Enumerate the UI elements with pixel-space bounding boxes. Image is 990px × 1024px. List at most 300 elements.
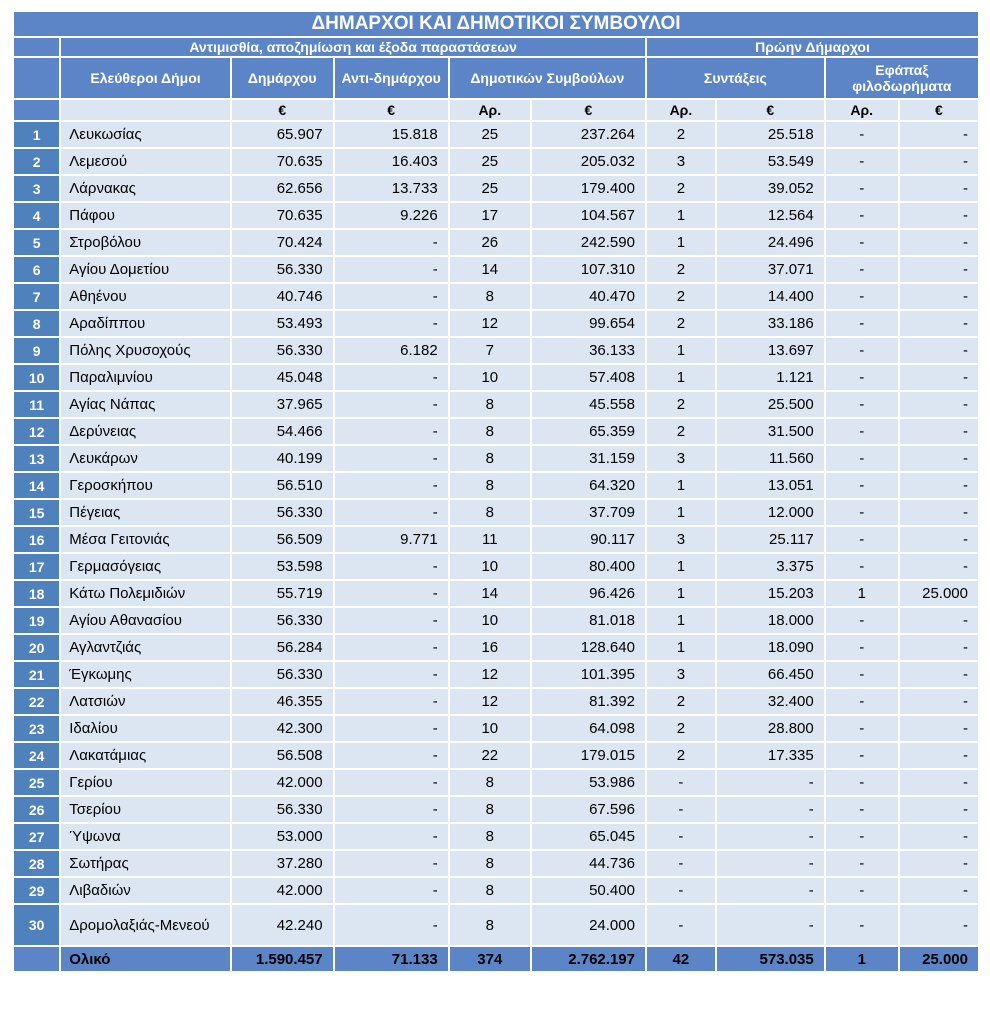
municipality-name: Έγκωμης (61, 662, 230, 687)
mayor-cell: 62.656 (232, 176, 333, 201)
pension-euro-cell: 12.000 (717, 500, 824, 525)
pension-euro-cell: 3.375 (717, 554, 824, 579)
deputy-mayor-cell: 16.403 (335, 149, 448, 174)
lump-euro-cell: - (900, 311, 978, 336)
mayor-cell: 42.300 (232, 716, 333, 741)
deputy-mayor-cell: - (335, 446, 448, 471)
pension-euro-cell: 15.203 (717, 581, 824, 606)
municipality-name: Λακατάμιας (61, 743, 230, 768)
lump-count-cell: - (826, 824, 898, 849)
row-number: 24 (14, 743, 59, 768)
row-number: 22 (14, 689, 59, 714)
row-number: 5 (14, 230, 59, 255)
unit-cell: € (232, 100, 333, 120)
total-pension-euro: 573.035 (717, 947, 824, 971)
municipality-name: Πέγειας (61, 500, 230, 525)
deputy-mayor-cell: - (335, 284, 448, 309)
deputy-mayor-cell: - (335, 662, 448, 687)
lump-euro-cell: - (900, 203, 978, 228)
mayor-cell: 55.719 (232, 581, 333, 606)
unit-cell: € (717, 100, 824, 120)
total-deputy: 71.133 (335, 947, 448, 971)
lump-count-cell: - (826, 284, 898, 309)
deputy-mayor-cell: - (335, 257, 448, 282)
pension-count-cell: - (647, 824, 715, 849)
council-euro-cell: 81.018 (532, 608, 645, 633)
pension-count-cell: 1 (647, 473, 715, 498)
municipality-name: Λευκάρων (61, 446, 230, 471)
council-euro-cell: 53.986 (532, 770, 645, 795)
pension-count-cell: 1 (647, 554, 715, 579)
mayor-cell: 46.355 (232, 689, 333, 714)
lump-euro-cell: - (900, 797, 978, 822)
municipality-name: Τσερίου (61, 797, 230, 822)
council-count-cell: 17 (450, 203, 530, 228)
municipality-name: Γεροσκήπου (61, 473, 230, 498)
mayor-cell: 56.509 (232, 527, 333, 552)
lump-euro-cell: - (900, 770, 978, 795)
total-mayor: 1.590.457 (232, 947, 333, 971)
mayor-cell: 45.048 (232, 365, 333, 390)
council-euro-cell: 104.567 (532, 203, 645, 228)
deputy-mayor-cell: - (335, 392, 448, 417)
row-number: 12 (14, 419, 59, 444)
lump-count-cell: - (826, 338, 898, 363)
table-row (14, 797, 978, 822)
council-count-cell: 8 (450, 284, 530, 309)
mayor-cell: 53.000 (232, 824, 333, 849)
deputy-mayor-cell: - (335, 419, 448, 444)
deputy-mayor-cell: 6.182 (335, 338, 448, 363)
pension-euro-cell: - (717, 878, 824, 903)
municipality-name: Λατσιών (61, 689, 230, 714)
council-euro-cell: 65.045 (532, 824, 645, 849)
lump-euro-cell: - (900, 716, 978, 741)
row-number: 8 (14, 311, 59, 336)
council-euro-cell: 45.558 (532, 392, 645, 417)
council-count-cell: 25 (450, 122, 530, 147)
row-number: 18 (14, 581, 59, 606)
table-row (14, 824, 978, 849)
mayor-cell: 56.510 (232, 473, 333, 498)
lump-count-cell: - (826, 230, 898, 255)
total-pension-count: 42 (647, 947, 715, 971)
pension-count-cell: 2 (647, 743, 715, 768)
council-euro-cell: 31.159 (532, 446, 645, 471)
pension-euro-cell: 53.549 (717, 149, 824, 174)
table-row (14, 311, 978, 336)
total-label: Ολικό (61, 947, 230, 971)
council-euro-cell: 179.015 (532, 743, 645, 768)
council-euro-cell: 67.596 (532, 797, 645, 822)
council-euro-cell: 24.000 (532, 905, 645, 945)
table-row (14, 338, 978, 363)
pension-count-cell: 2 (647, 257, 715, 282)
council-euro-cell: 237.264 (532, 122, 645, 147)
deputy-mayor-cell: - (335, 473, 448, 498)
pension-count-cell: 2 (647, 311, 715, 336)
row-number: 17 (14, 554, 59, 579)
pension-count-cell: 2 (647, 392, 715, 417)
table-row (14, 284, 978, 309)
deputy-mayor-cell: - (335, 608, 448, 633)
table-row (14, 203, 978, 228)
pension-euro-cell: - (717, 824, 824, 849)
mayor-cell: 37.965 (232, 392, 333, 417)
row-number: 4 (14, 203, 59, 228)
total-row (14, 947, 978, 971)
council-count-cell: 26 (450, 230, 530, 255)
pension-euro-cell: 18.090 (717, 635, 824, 660)
municipality-name: Λευκωσίας (61, 122, 230, 147)
table-body (14, 122, 978, 945)
row-number: 11 (14, 392, 59, 417)
pension-euro-cell: 1.121 (717, 365, 824, 390)
lump-euro-cell: - (900, 743, 978, 768)
pension-count-cell: 3 (647, 527, 715, 552)
council-euro-cell: 37.709 (532, 500, 645, 525)
council-count-cell: 11 (450, 527, 530, 552)
lump-euro-cell: - (900, 419, 978, 444)
pension-count-cell: - (647, 878, 715, 903)
council-euro-cell: 64.098 (532, 716, 645, 741)
pension-euro-cell: 13.051 (717, 473, 824, 498)
col-header-deputy-mayor: Αντι-δημάρχου (335, 58, 448, 98)
row-number: 30 (14, 905, 59, 945)
council-euro-cell: 96.426 (532, 581, 645, 606)
header-blank (14, 100, 59, 120)
council-euro-cell: 57.408 (532, 365, 645, 390)
pension-euro-cell: - (717, 770, 824, 795)
unit-cell: € (900, 100, 978, 120)
lump-count-cell: 1 (826, 581, 898, 606)
pension-count-cell: 1 (647, 230, 715, 255)
lump-count-cell: - (826, 851, 898, 876)
council-euro-cell: 90.117 (532, 527, 645, 552)
lump-count-cell: - (826, 311, 898, 336)
lump-count-cell: - (826, 365, 898, 390)
table-row (14, 230, 978, 255)
municipality-name: Αγλαντζιάς (61, 635, 230, 660)
lump-euro-cell: - (900, 392, 978, 417)
lump-count-cell: - (826, 176, 898, 201)
deputy-mayor-cell: - (335, 797, 448, 822)
col-header-lump-sum: Εφάπαξ φιλοδωρήματα (826, 58, 978, 98)
pension-euro-cell: 28.800 (717, 716, 824, 741)
council-count-cell: 16 (450, 635, 530, 660)
municipality-name: Γερμασόγειας (61, 554, 230, 579)
council-count-cell: 8 (450, 851, 530, 876)
pension-euro-cell: 18.000 (717, 608, 824, 633)
municipality-name: Λεμεσού (61, 149, 230, 174)
lump-euro-cell: - (900, 608, 978, 633)
row-number: 14 (14, 473, 59, 498)
mayor-cell: 54.466 (232, 419, 333, 444)
pension-euro-cell: 66.450 (717, 662, 824, 687)
pension-count-cell: 1 (647, 635, 715, 660)
table-row (14, 257, 978, 282)
lump-count-cell: - (826, 689, 898, 714)
deputy-mayor-cell: - (335, 311, 448, 336)
row-number: 21 (14, 662, 59, 687)
pension-euro-cell: - (717, 797, 824, 822)
council-euro-cell: 179.400 (532, 176, 645, 201)
council-euro-cell: 44.736 (532, 851, 645, 876)
municipality-name: Στροβόλου (61, 230, 230, 255)
row-number: 20 (14, 635, 59, 660)
pension-count-cell: 1 (647, 608, 715, 633)
mayor-cell: 56.284 (232, 635, 333, 660)
row-number: 15 (14, 500, 59, 525)
row-number: 6 (14, 257, 59, 282)
row-number: 28 (14, 851, 59, 876)
lump-count-cell: - (826, 608, 898, 633)
municipality-name: Αθηένου (61, 284, 230, 309)
deputy-mayor-cell: - (335, 581, 448, 606)
pension-count-cell: 2 (647, 419, 715, 444)
deputy-mayor-cell: - (335, 365, 448, 390)
pension-euro-cell: 31.500 (717, 419, 824, 444)
group-header-former-mayors: Πρώην Δήμαρχοι (647, 38, 978, 56)
data-table (12, 10, 980, 973)
municipality-name: Δρομολαξιάς-Μενεού (61, 905, 230, 945)
table-title: ΔΗΜΑΡΧΟΙ ΚΑΙ ΔΗΜΟΤΙΚΟΙ ΣΥΜΒΟΥΛΟΙ (14, 12, 978, 36)
council-euro-cell: 80.400 (532, 554, 645, 579)
deputy-mayor-cell: - (335, 851, 448, 876)
lump-count-cell: - (826, 527, 898, 552)
table-row (14, 662, 978, 687)
lump-euro-cell: - (900, 878, 978, 903)
municipality-name: Δερύνειας (61, 419, 230, 444)
lump-count-cell: - (826, 392, 898, 417)
row-number: 3 (14, 176, 59, 201)
total-lump-euro: 25.000 (900, 947, 978, 971)
pension-euro-cell: 14.400 (717, 284, 824, 309)
pension-euro-cell: 33.186 (717, 311, 824, 336)
council-euro-cell: 40.470 (532, 284, 645, 309)
pension-euro-cell: 25.117 (717, 527, 824, 552)
pension-euro-cell: 37.071 (717, 257, 824, 282)
lump-count-cell: - (826, 257, 898, 282)
municipality-name: Μέσα Γειτονιάς (61, 527, 230, 552)
council-count-cell: 10 (450, 608, 530, 633)
council-euro-cell: 205.032 (532, 149, 645, 174)
council-count-cell: 8 (450, 446, 530, 471)
pension-count-cell: 3 (647, 149, 715, 174)
col-header-municipality: Ελεύθεροι Δήμοι (61, 58, 230, 98)
pension-count-cell: - (647, 770, 715, 795)
lump-euro-cell: - (900, 257, 978, 282)
table-row (14, 473, 978, 498)
table-row (14, 716, 978, 741)
mayor-cell: 53.598 (232, 554, 333, 579)
lump-euro-cell: - (900, 527, 978, 552)
council-count-cell: 10 (450, 716, 530, 741)
deputy-mayor-cell: - (335, 554, 448, 579)
mayor-cell: 37.280 (232, 851, 333, 876)
lump-euro-cell: 25.000 (900, 581, 978, 606)
lump-count-cell: - (826, 635, 898, 660)
lump-euro-cell: - (900, 446, 978, 471)
row-number: 9 (14, 338, 59, 363)
table-row (14, 905, 978, 945)
pension-euro-cell: 24.496 (717, 230, 824, 255)
row-number: 2 (14, 149, 59, 174)
municipality-name: Γερίου (61, 770, 230, 795)
lump-euro-cell: - (900, 689, 978, 714)
mayor-cell: 56.330 (232, 338, 333, 363)
mayor-cell: 56.330 (232, 662, 333, 687)
deputy-mayor-cell: - (335, 905, 448, 945)
lump-count-cell: - (826, 122, 898, 147)
pension-count-cell: 1 (647, 581, 715, 606)
lump-euro-cell: - (900, 635, 978, 660)
unit-cell: € (335, 100, 448, 120)
table-row (14, 635, 978, 660)
mayor-cell: 42.000 (232, 770, 333, 795)
lump-euro-cell: - (900, 122, 978, 147)
row-number: 13 (14, 446, 59, 471)
row-number: 29 (14, 878, 59, 903)
lump-count-cell: - (826, 743, 898, 768)
council-count-cell: 25 (450, 149, 530, 174)
pension-count-cell: 1 (647, 500, 715, 525)
municipality-name: Αγίου Δομετίου (61, 257, 230, 282)
municipality-name: Ιδαλίου (61, 716, 230, 741)
col-header-mayor: Δημάρχου (232, 58, 333, 98)
council-euro-cell: 242.590 (532, 230, 645, 255)
lump-euro-cell: - (900, 554, 978, 579)
lump-count-cell: - (826, 446, 898, 471)
council-count-cell: 8 (450, 419, 530, 444)
council-euro-cell: 81.392 (532, 689, 645, 714)
mayor-cell: 53.493 (232, 311, 333, 336)
header-blank (14, 58, 59, 98)
lump-count-cell: - (826, 500, 898, 525)
group-header-remuneration: Αντιμισθία, αποζημίωση και έξοδα παραστάσεων (61, 38, 645, 56)
pension-count-cell: 1 (647, 203, 715, 228)
pension-count-cell: 1 (647, 338, 715, 363)
mayor-cell: 42.000 (232, 878, 333, 903)
table-row (14, 581, 978, 606)
deputy-mayor-cell: 9.771 (335, 527, 448, 552)
mayor-cell: 56.330 (232, 500, 333, 525)
lump-count-cell: - (826, 473, 898, 498)
council-count-cell: 12 (450, 662, 530, 687)
pension-count-cell: 3 (647, 446, 715, 471)
council-euro-cell: 50.400 (532, 878, 645, 903)
council-count-cell: 14 (450, 257, 530, 282)
deputy-mayor-cell: 15.818 (335, 122, 448, 147)
unit-blank (61, 100, 230, 120)
deputy-mayor-cell: - (335, 878, 448, 903)
unit-cell: Αρ. (647, 100, 715, 120)
pension-euro-cell: 12.564 (717, 203, 824, 228)
council-count-cell: 7 (450, 338, 530, 363)
lump-count-cell: - (826, 419, 898, 444)
lump-count-cell: - (826, 149, 898, 174)
mayor-cell: 42.240 (232, 905, 333, 945)
municipality-name: Πόλης Χρυσοχούς (61, 338, 230, 363)
lump-count-cell: - (826, 905, 898, 945)
pension-euro-cell: 25.500 (717, 392, 824, 417)
pension-euro-cell: - (717, 905, 824, 945)
lump-euro-cell: - (900, 824, 978, 849)
council-count-cell: 8 (450, 878, 530, 903)
deputy-mayor-cell: - (335, 770, 448, 795)
council-count-cell: 8 (450, 770, 530, 795)
municipality-name: Σωτήρας (61, 851, 230, 876)
lump-euro-cell: - (900, 473, 978, 498)
col-header-councillors: Δημοτικών Συμβούλων (450, 58, 645, 98)
row-number: 19 (14, 608, 59, 633)
mayor-cell: 65.907 (232, 122, 333, 147)
pension-count-cell: 2 (647, 689, 715, 714)
row-number: 26 (14, 797, 59, 822)
pension-euro-cell: 25.518 (717, 122, 824, 147)
mayor-cell: 56.508 (232, 743, 333, 768)
deputy-mayor-cell: - (335, 716, 448, 741)
municipality-name: Αγίου Αθανασίου (61, 608, 230, 633)
pension-count-cell: 1 (647, 365, 715, 390)
council-count-cell: 10 (450, 554, 530, 579)
council-euro-cell: 101.395 (532, 662, 645, 687)
unit-cell: € (532, 100, 645, 120)
table-row (14, 122, 978, 147)
lump-euro-cell: - (900, 149, 978, 174)
row-number: 27 (14, 824, 59, 849)
lump-euro-cell: - (900, 284, 978, 309)
pension-euro-cell: 13.697 (717, 338, 824, 363)
deputy-mayor-cell: - (335, 824, 448, 849)
council-count-cell: 8 (450, 473, 530, 498)
row-number: 10 (14, 365, 59, 390)
table-row (14, 365, 978, 390)
council-euro-cell: 107.310 (532, 257, 645, 282)
mayor-cell: 56.330 (232, 257, 333, 282)
council-count-cell: 25 (450, 176, 530, 201)
deputy-mayor-cell: 9.226 (335, 203, 448, 228)
lump-count-cell: - (826, 203, 898, 228)
pension-count-cell: - (647, 797, 715, 822)
pension-euro-cell: - (717, 851, 824, 876)
council-count-cell: 12 (450, 311, 530, 336)
table-row (14, 878, 978, 903)
pension-count-cell: 2 (647, 122, 715, 147)
council-count-cell: 10 (450, 365, 530, 390)
municipality-name: Πάφου (61, 203, 230, 228)
council-euro-cell: 64.320 (532, 473, 645, 498)
pension-count-cell: 2 (647, 176, 715, 201)
lump-euro-cell: - (900, 905, 978, 945)
lump-euro-cell: - (900, 230, 978, 255)
row-number: 7 (14, 284, 59, 309)
table-row (14, 392, 978, 417)
lump-count-cell: - (826, 797, 898, 822)
lump-euro-cell: - (900, 851, 978, 876)
mayor-cell: 56.330 (232, 608, 333, 633)
pension-count-cell: - (647, 905, 715, 945)
council-count-cell: 12 (450, 689, 530, 714)
row-number: 16 (14, 527, 59, 552)
total-lump-count: 1 (826, 947, 898, 971)
row-number: 1 (14, 122, 59, 147)
council-count-cell: 8 (450, 824, 530, 849)
municipality-name: Αγίας Νάπας (61, 392, 230, 417)
row-number: 25 (14, 770, 59, 795)
pension-euro-cell: 11.560 (717, 446, 824, 471)
table-row (14, 554, 978, 579)
